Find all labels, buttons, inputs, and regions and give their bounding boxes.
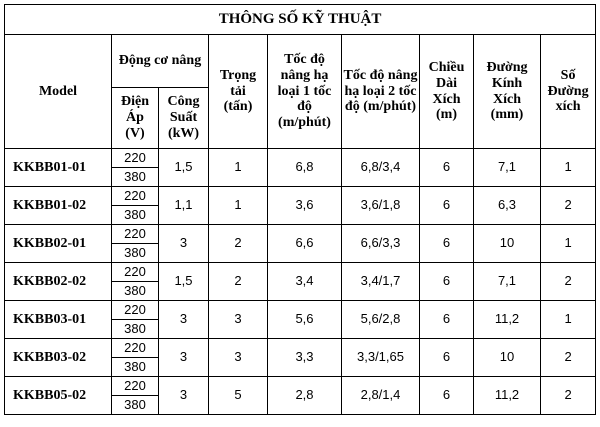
spec-table-container [4,4,596,415]
speed1-cell: 3,6 [268,187,342,225]
title-row [5,5,596,35]
load-cell: 2 [209,263,268,301]
header-chain-count-label: Số Đường xích [547,67,589,115]
chain-count-cell: 1 [541,149,596,187]
load-cell: 5 [209,377,268,415]
power-cell: 1,5 [159,263,209,301]
chain-count-cell: 2 [541,377,596,415]
chain-length-cell: 6 [420,301,474,339]
header-voltage-label: Điện Áp (V) [121,94,149,141]
header-voltage [112,88,159,149]
speed2-cell: 3,6/1,8 [342,187,420,225]
chain-count-cell: 1 [541,301,596,339]
chain-length-cell: 6 [420,149,474,187]
header-chain-length-label: Chiều Dài Xích (m) [428,60,465,123]
table-row [5,377,596,396]
chain-count-cell: 2 [541,187,596,225]
table-row [5,263,596,282]
power-cell: 3 [159,377,209,415]
speed2-cell: 3,3/1,65 [342,339,420,377]
speed2-cell: 6,8/3,4 [342,149,420,187]
chain-count-cell: 1 [541,225,596,263]
header-power-label: Công Suất (kW) [167,94,200,141]
voltage-380-cell: 380 [112,168,159,187]
voltage-220-cell: 220 [112,225,159,244]
header-motor [112,35,209,88]
voltage-220-cell: 220 [112,187,159,206]
chain-count-cell: 2 [541,339,596,377]
header-row [5,35,596,88]
chain-length-cell: 6 [420,339,474,377]
power-cell: 3 [159,301,209,339]
table-row [5,339,596,358]
header-power [159,88,209,149]
voltage-220-cell: 220 [112,149,159,168]
speed1-cell: 2,8 [268,377,342,415]
table-row [5,187,596,206]
load-cell: 3 [209,301,268,339]
header-speed2-label: Tốc độ nâng hạ loại 2 tốc độ (m/phút) [343,67,418,115]
chain-diameter-cell: 11,2 [474,377,541,415]
load-cell: 1 [209,187,268,225]
header-chain-diameter-label: Đường Kính Xích (mm) [486,60,528,123]
power-cell: 3 [159,339,209,377]
chain-diameter-cell: 10 [474,225,541,263]
chain-diameter-cell: 6,3 [474,187,541,225]
power-cell: 3 [159,225,209,263]
speed1-cell: 3,4 [268,263,342,301]
chain-diameter-cell: 10 [474,339,541,377]
header-speed2 [342,35,420,149]
chain-count-cell: 2 [541,263,596,301]
speed1-cell: 6,8 [268,149,342,187]
load-cell: 1 [209,149,268,187]
chain-diameter-cell: 7,1 [474,149,541,187]
speed2-cell: 3,4/1,7 [342,263,420,301]
voltage-380-cell: 380 [112,396,159,415]
chain-length-cell: 6 [420,263,474,301]
voltage-380-cell: 380 [112,320,159,339]
load-cell: 3 [209,339,268,377]
chain-length-cell: 6 [420,225,474,263]
speed2-cell: 5,6/2,8 [342,301,420,339]
table-row [5,225,596,244]
voltage-220-cell: 220 [112,339,159,358]
header-model: Model [5,35,112,149]
chain-diameter-cell: 11,2 [474,301,541,339]
header-speed1 [268,35,342,149]
spec-table [4,4,596,415]
header-load [209,35,268,149]
model-cell: KKBB02-01 [5,225,112,263]
header-chain-diameter [474,35,541,149]
table-row [5,301,596,320]
header-chain-count [541,35,596,149]
header-chain-length [420,35,474,149]
power-cell: 1,1 [159,187,209,225]
header-motor-label: Động cơ nâng [118,53,202,69]
model-cell: KKBB05-02 [5,377,112,415]
voltage-220-cell: 220 [112,301,159,320]
voltage-220-cell: 220 [112,263,159,282]
model-cell: KKBB01-02 [5,187,112,225]
speed2-cell: 2,8/1,4 [342,377,420,415]
table-title: THÔNG SỐ KỸ THUẬT [5,5,596,35]
model-cell: KKBB02-02 [5,263,112,301]
speed1-cell: 6,6 [268,225,342,263]
table-row [5,149,596,168]
model-cell: KKBB03-01 [5,301,112,339]
voltage-380-cell: 380 [112,206,159,225]
chain-length-cell: 6 [420,377,474,415]
header-load-label: Trọng tải (tấn) [219,67,257,115]
speed2-cell: 6,6/3,3 [342,225,420,263]
speed1-cell: 5,6 [268,301,342,339]
header-speed1-label: Tốc độ nâng hạ loại 1 tốc độ (m/phút) [277,52,332,130]
chain-diameter-cell: 7,1 [474,263,541,301]
voltage-380-cell: 380 [112,282,159,301]
model-cell: KKBB03-02 [5,339,112,377]
voltage-380-cell: 380 [112,244,159,263]
power-cell: 1,5 [159,149,209,187]
voltage-220-cell: 220 [112,377,159,396]
load-cell: 2 [209,225,268,263]
voltage-380-cell: 380 [112,358,159,377]
model-cell: KKBB01-01 [5,149,112,187]
speed1-cell: 3,3 [268,339,342,377]
chain-length-cell: 6 [420,187,474,225]
